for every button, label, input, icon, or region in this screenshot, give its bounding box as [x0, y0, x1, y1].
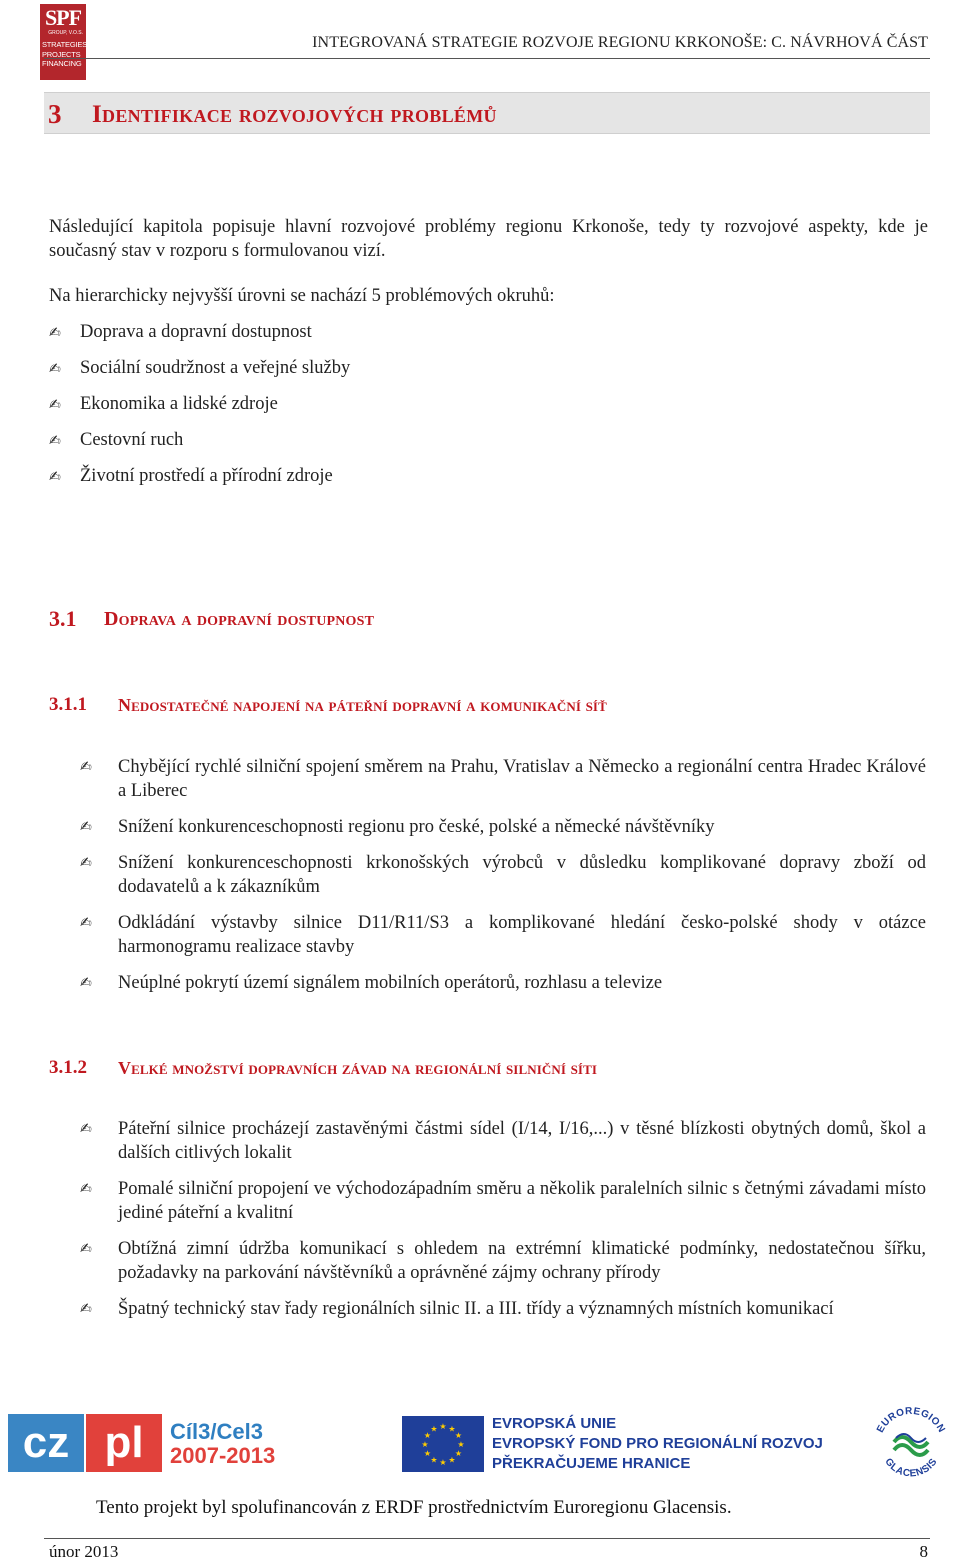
- pen-bullet-icon: ✍: [80, 975, 92, 991]
- euroregion-bottom-text: GLACENSIS: [882, 1456, 940, 1480]
- list-item: ✍ Životní prostředí a přírodní zdroje: [49, 458, 350, 494]
- list-item: ✍ Snížení konkurenceschopnosti krkonošských výrobců v důsledku komplikované dopravy zboží od dodavatelů a k zákazníkům: [80, 853, 926, 897]
- svg-text:★: ★: [439, 1458, 447, 1467]
- list-item: ✍ Pomalé silniční propojení ve východozápadním směru a několik paralelních silnic s četnými závadami místo jediné páteřní a kvalitní: [80, 1179, 926, 1223]
- pen-bullet-icon: ✍: [49, 433, 61, 449]
- pen-bullet-icon: ✍: [80, 855, 92, 871]
- footer-divider: [44, 1538, 930, 1539]
- list-item: ✍ Cestovní ruch: [49, 422, 350, 458]
- list-item: ✍ Neúplné pokrytí území signálem mobilních operátorů, rozhlasu a televize: [80, 973, 663, 993]
- spf-logo-mark: SPF: [44, 5, 82, 30]
- list-item: ✍ Odkládání výstavby silnice D11/R11/S3 a komplikované hledání česko-polské shody v otázce harmonogramu realizace stavby: [80, 913, 926, 957]
- list-item: ✍ Doprava a dopravní dostupnost: [49, 314, 350, 350]
- header-divider: [44, 58, 930, 59]
- svg-text:★: ★: [457, 1440, 465, 1449]
- chapter-heading: [44, 92, 930, 134]
- list-item: ✍ Chybějící rychlé silniční spojení směrem na Prahu, Vratislav a Německo a regionální centra Hradec Králové a Liberec: [80, 757, 926, 801]
- svg-text:★: ★: [448, 1424, 456, 1434]
- svg-text:★: ★: [454, 1431, 463, 1440]
- list-item: ✍ Snížení konkurenceschopnosti regionu pro české, polské a německé návštěvníky: [80, 817, 715, 837]
- subsection-title: Velké množství dopravních závad na regionální silniční síti: [118, 1058, 598, 1078]
- eu-flag-icon: [402, 1416, 484, 1472]
- pl-logo-text: pl: [86, 1414, 162, 1472]
- page-number: 8: [919, 1542, 928, 1561]
- intro-lead: Na hierarchicky nejvyšší úrovni se nachází 5 problémových okruhů:: [49, 286, 555, 306]
- eu-fund-text: EVROPSKÁ UNIE EVROPSKÝ FOND PRO REGIONÁLNÍ ROZVOJ PŘEKRAČUJEME HRANICE: [492, 1415, 823, 1472]
- euroregion-top-text: EUROREGION: [875, 1405, 947, 1435]
- pen-bullet-icon: ✍: [80, 915, 92, 931]
- svg-text:★: ★: [430, 1455, 438, 1465]
- section-number: 3.1: [49, 606, 77, 631]
- objective3-logo: Cíl3/Cel3 2007-2013: [170, 1419, 276, 1468]
- pen-bullet-icon: ✍: [49, 325, 61, 341]
- chapter-number: 3: [48, 99, 62, 129]
- spf-logo-tagline: STRATEGIES PROJECTS FINANCING: [42, 40, 87, 68]
- subsection-number: 3.1.1: [49, 694, 87, 715]
- subsection-list: [80, 1117, 926, 1333]
- subsection-list: [80, 755, 926, 1007]
- svg-text:★: ★: [421, 1440, 429, 1449]
- pen-bullet-icon: ✍: [49, 397, 61, 413]
- section-title: Doprava a dopravní dostupnost: [104, 608, 375, 630]
- subsection-number: 3.1.2: [49, 1057, 87, 1078]
- cz-logo-text: cz: [8, 1414, 84, 1472]
- list-item: ✍ Obtížná zimní údržba komunikací s ohledem na extrémní klimatické podmínky, nedostatečnou šířku, požadavky na parkování návštěvníků a oprávněné zájmy ochrany přírody: [80, 1239, 926, 1283]
- pen-bullet-icon: ✍: [49, 361, 61, 377]
- pen-bullet-icon: ✍: [80, 1241, 92, 1257]
- intro-paragraph: Následující kapitola popisuje hlavní rozvojové problémy regionu Krkonoše, tedy ty rozvojové aspekty, kde je současný stav v rozporu s formulovanou vizí.: [49, 217, 928, 261]
- cofinancing-note: Tento projekt byl spolufinancován z ERDF prostřednictvím Euroregionu Glacensis.: [96, 1497, 732, 1518]
- list-item: ✍ Ekonomika a lidské zdroje: [49, 386, 350, 422]
- funding-logos: [0, 1398, 960, 1492]
- pen-bullet-icon: ✍: [80, 1181, 92, 1197]
- running-header: INTEGROVANÁ STRATEGIE ROZVOJE REGIONU KRKONOŠE: C. NÁVRHOVÁ ČÁST: [312, 34, 928, 51]
- pen-bullet-icon: ✍: [80, 759, 92, 775]
- list-item: ✍ Páteřní silnice procházejí zastavěnými částmi sídel (I/14, I/16,...) v těsné blízkosti obytných domů, škol a dalších citlivých lokalit: [80, 1119, 926, 1163]
- pen-bullet-icon: ✍: [80, 1121, 92, 1137]
- list-item: ✍ Špatný technický stav řady regionálních silnic II. a III. třídy a významných místních komunikací: [80, 1299, 834, 1319]
- subsection-title: Nedostatečné napojení na páteřní dopravní a komunikační síť: [118, 695, 607, 715]
- svg-text:★: ★: [439, 1422, 447, 1431]
- svg-text:★: ★: [430, 1424, 438, 1434]
- list-item: ✍ Sociální soudržnost a veřejné služby: [49, 350, 350, 386]
- pen-bullet-icon: ✍: [80, 1301, 92, 1317]
- footer-date: únor 2013: [49, 1542, 119, 1561]
- problem-areas-list: [49, 314, 350, 494]
- pen-bullet-icon: ✍: [49, 469, 61, 485]
- eu-stars-icon: [402, 1416, 484, 1472]
- pen-bullet-icon: ✍: [80, 819, 92, 835]
- svg-text:★: ★: [454, 1449, 463, 1458]
- svg-text:★: ★: [423, 1431, 432, 1440]
- svg-text:★: ★: [423, 1449, 432, 1458]
- spf-logo-group: GROUP, V.O.S.: [48, 30, 83, 36]
- chapter-title: Identifikace rozvojových problémů: [92, 101, 497, 128]
- euroregion-glacensis-logo: [868, 1402, 954, 1488]
- spf-logo: [40, 4, 86, 80]
- svg-text:★: ★: [448, 1455, 456, 1465]
- cz-pl-logo: [8, 1414, 158, 1472]
